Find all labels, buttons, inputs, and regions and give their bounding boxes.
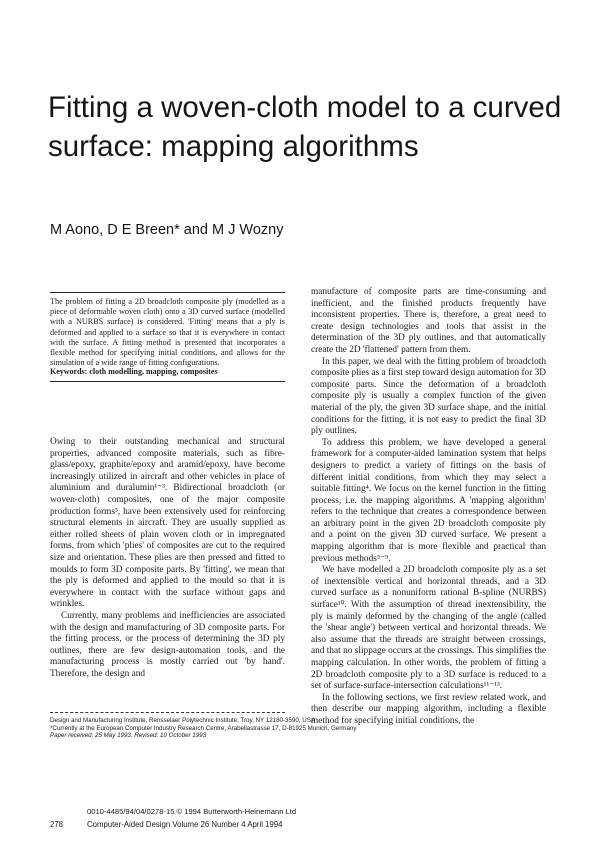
footnote-current-address: *Currently at the European Computer Industry Research Centre, Arabellastrasse 17, D-81925 Munich, Germany — [50, 724, 357, 732]
footnote-affiliation: Design and Manufacturing Institute, Rensselaer Polytechnic Institute, Troy, NY 12180-3590, USA — [50, 717, 315, 724]
body-paragraph: In the following sections, we first review related work, and then describe our mapping algorithm, including a flexible method for specifying initial conditions, the — [311, 692, 546, 726]
footnote-rule — [50, 712, 285, 713]
author-list: M Aono, D E Breen* and M J Wozny — [50, 222, 284, 238]
keywords-rule — [50, 381, 285, 382]
page-number: 278 — [50, 820, 64, 829]
issn-line: 0010-4485/94/04/0278-15 © 1994 Butterworth-Heinemann Ltd — [87, 807, 297, 816]
journal-citation: Computer-Aided Design Volume 26 Number 4 April 1994 — [87, 820, 283, 829]
left-column-body — [50, 437, 285, 680]
keywords: Keywords: cloth modelling, mapping, composites — [50, 367, 218, 376]
body-paragraph: manufacture of composite parts are time-consuming and inefficient, and the finished products frequently have inconsistent properties. There is, therefore, a great need to create design technologies and tools that assist in the determination of the 3D ply outlines, and that automatically create the 2D 'flattened' pattern from them. — [311, 287, 546, 355]
body-paragraph: We have modelled a 2D broadcloth composite ply as a set of inextensible vertical and horizontal threads, and a 3D curved surface as a nonuniform rational B-spline (NURBS) surface¹⁰. With the assumption of thread inextensibility, the ply is mainly deformed by the changing of the angle (called the 'shear angle') between vertical and horizontal threads. We also assume that the threads are straight between crossings, and that no slippage occurs at the crossings. This simplifies the mapping calculation. In other words, the problem of fitting a 2D broadcloth composite ply to a 3D surface is reduced to a set of surface-surface-intersection calculations¹¹⁻¹³. — [311, 565, 546, 692]
right-column-body — [311, 287, 546, 728]
paper-title: Fitting a woven-cloth model to a curved surface: mapping algorithms — [48, 91, 562, 163]
footnote-received: Paper received: 25 May 1993. Revised: 10 October 1993 — [50, 732, 207, 740]
body-paragraph: Owing to their outstanding mechanical and structural properties, advanced composite materials, such as fibre-glass/epoxy, graphite/epoxy and aramid/epoxy, have become increasingly utilized in aircraft and other vehicles in place of aluminium and duralumin¹⁻³. Bidirectional broadcloth (or woven-cloth) composites, one of the major composite production forms³, have been extensively used for reinforcing structural elements in aircraft. They are usually supplied as either rolled sheets of plain woven cloth or in impregnated forms, from which 'plies' of composites are cut to the required size and orientation. These plies are then pressed and fitted to moulds to form 3D composite parts. By 'fitting', we mean that the ply is deformed and applied to the mould so that it is everywhere in contact with the surface without gaps and wrinkles. — [50, 437, 285, 610]
footnotes — [50, 717, 357, 740]
abstract: The problem of fitting a 2D broadcloth composite ply (modelled as a piece of deformable woven cloth) onto a 3D curved surface (modelled with a NURBS surface) is considered. 'Fitting' means that a ply is deformed and applied to a surface so that it is everywhere in contact with the surface. A fitting method is presented that incorporates a flexible method for specifying initial conditions, and allows for the simulation of a wide range of fitting configurations. — [50, 297, 285, 368]
body-paragraph: In this paper, we deal with the fitting problem of broadcloth composite plies as a first step toward design automation for 3D composite parts. Since the deformation of a broadcloth composite ply is usually a complex function of the given material of the ply, the given 3D surface shape, and the initial conditions for the fitting, it is not easy to predict the final 3D ply outlines. — [311, 356, 546, 437]
body-paragraph: To address this problem, we have developed a general framework for a computer-aided lamination system that helps designers to predict a variety of fittings on the basis of different initial conditions, from which they may select a suitable fitting⁴. We focus on the kernel function in the fitting process, i.e. the mapping algorithms. A 'mapping algorithm' refers to the technique that creates a correspondence between an arbitrary point in the given 2D broadcloth composite ply and a point on the given 3D curved surface. We present a mapping algorithm that is more flexible and practical than previous methods⁵⁻⁹. — [311, 437, 546, 564]
body-paragraph: Currently, many problems and inefficiencies are associated with the design and manufacturing of 3D composite parts. For the fitting process, or the process of determining the 3D ply outlines, there are few design-automation tools, and the manufacturing process is mostly carried out 'by hand'. Therefore, the design and — [50, 610, 285, 679]
abstract-top-rule — [50, 292, 285, 293]
